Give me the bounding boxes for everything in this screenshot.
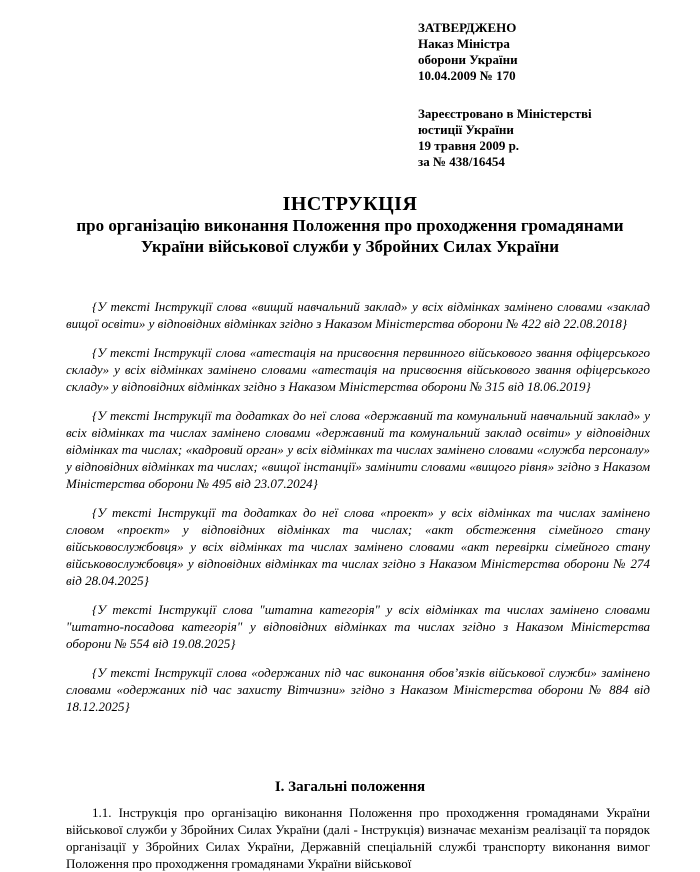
section-heading: І. Загальні положення: [274, 779, 426, 795]
approval-stamp: [418, 20, 688, 170]
section-paragraph: 1.1. Інструкція про організацію виконання Положення про проходження громадянами України військової служби у Збройних Силах України (далі - Інструкція) визначає механізм реалізації та порядок організації у Збройних Силах України, Державній спеціальній службі транспорту виконання вимог Положення про проходження громадянами України військової: [66, 805, 650, 871]
amendment-note: {У тексті Інструкції та додатках до неї слова «проект» у всіх відмінках та числах замінено словом «проєкт» у відповідних відмінках та числах; «акт обстеження сімейного стану військовослужбовця» у всіх відмінках та числах замінено словами «акт перевірки сімейного стану військовослужбовця» у відповідних відмінках та числах згідно з Наказом Міністерства оборони № 274 від 28.04.2025}: [66, 505, 650, 588]
amendment-note: {У тексті Інструкції слова «одержаних під час виконання обов’язків військової служби» замінено словами «одержаних під час захисту Вітчизни» згідно з Наказом Міністерства оборони № 884 від 18.12.2025}: [66, 665, 650, 714]
amendment-note: {У тексті Інструкції та додатках до неї слова «державний та комунальний навчальний заклад» у всіх відмінках та числах замінено словами «державний та комунальний заклад освіти» у відповідних відмінках та числах; «кадровий орган» у всіх відмінках та числах замінено словами «служба персоналу» у відповідних відмінках та числах; «вищої інстанції» замінити словами «вищого рівня» згідно з Наказом Міністерства оборони № 495 від 23.07.2024}: [66, 408, 650, 491]
registration-line: юстиції України: [418, 122, 514, 137]
amendment-note: {У тексті Інструкції слова «вищий навчальний заклад» у всіх відмінках замінено словами «заклад вищої освіти» у відповідних відмінках згідно з Наказом Міністерства оборони № 422 від 22.08.2018}: [66, 299, 650, 331]
approval-line: ЗАТВЕРДЖЕНО: [418, 20, 517, 35]
approval-gap: [418, 84, 688, 106]
amendment-note: {У тексті Інструкції слова "штатна категорія" у всіх відмінках та числах замінено словами "штатно-посадова категорія" у відповідних відмінках та числах згідно з Наказом Міністерства оборони № 554 від 19.08.2025}: [66, 602, 650, 651]
approval-line: оборони України: [418, 52, 518, 67]
registration-line: Зареєстровано в Міністерстві: [418, 106, 592, 121]
registration-line: за № 438/16454: [418, 154, 505, 169]
title-main: ІНСТРУКЦІЯ: [282, 193, 418, 215]
approval-line: Наказ Міністра: [418, 36, 510, 51]
approval-line: 10.04.2009 № 170: [418, 68, 516, 83]
title-subtitle: про організацію виконання Положення про проходження громадянами України військової служби у Збройних Силах України: [76, 216, 624, 256]
amendment-notes: [66, 298, 650, 727]
document-title: [60, 193, 640, 257]
amendment-note: {У тексті Інструкції слова «атестація на присвоєння первинного військового звання офіцерського складу» у всіх відмінках замінено словами «атестація на присвоєння військового звання офіцерського складу» у відповідних відмінках згідно з Наказом Міністерства оборони № 315 від 18.06.2019}: [66, 345, 650, 394]
registration-line: 19 травня 2009 р.: [418, 138, 520, 153]
